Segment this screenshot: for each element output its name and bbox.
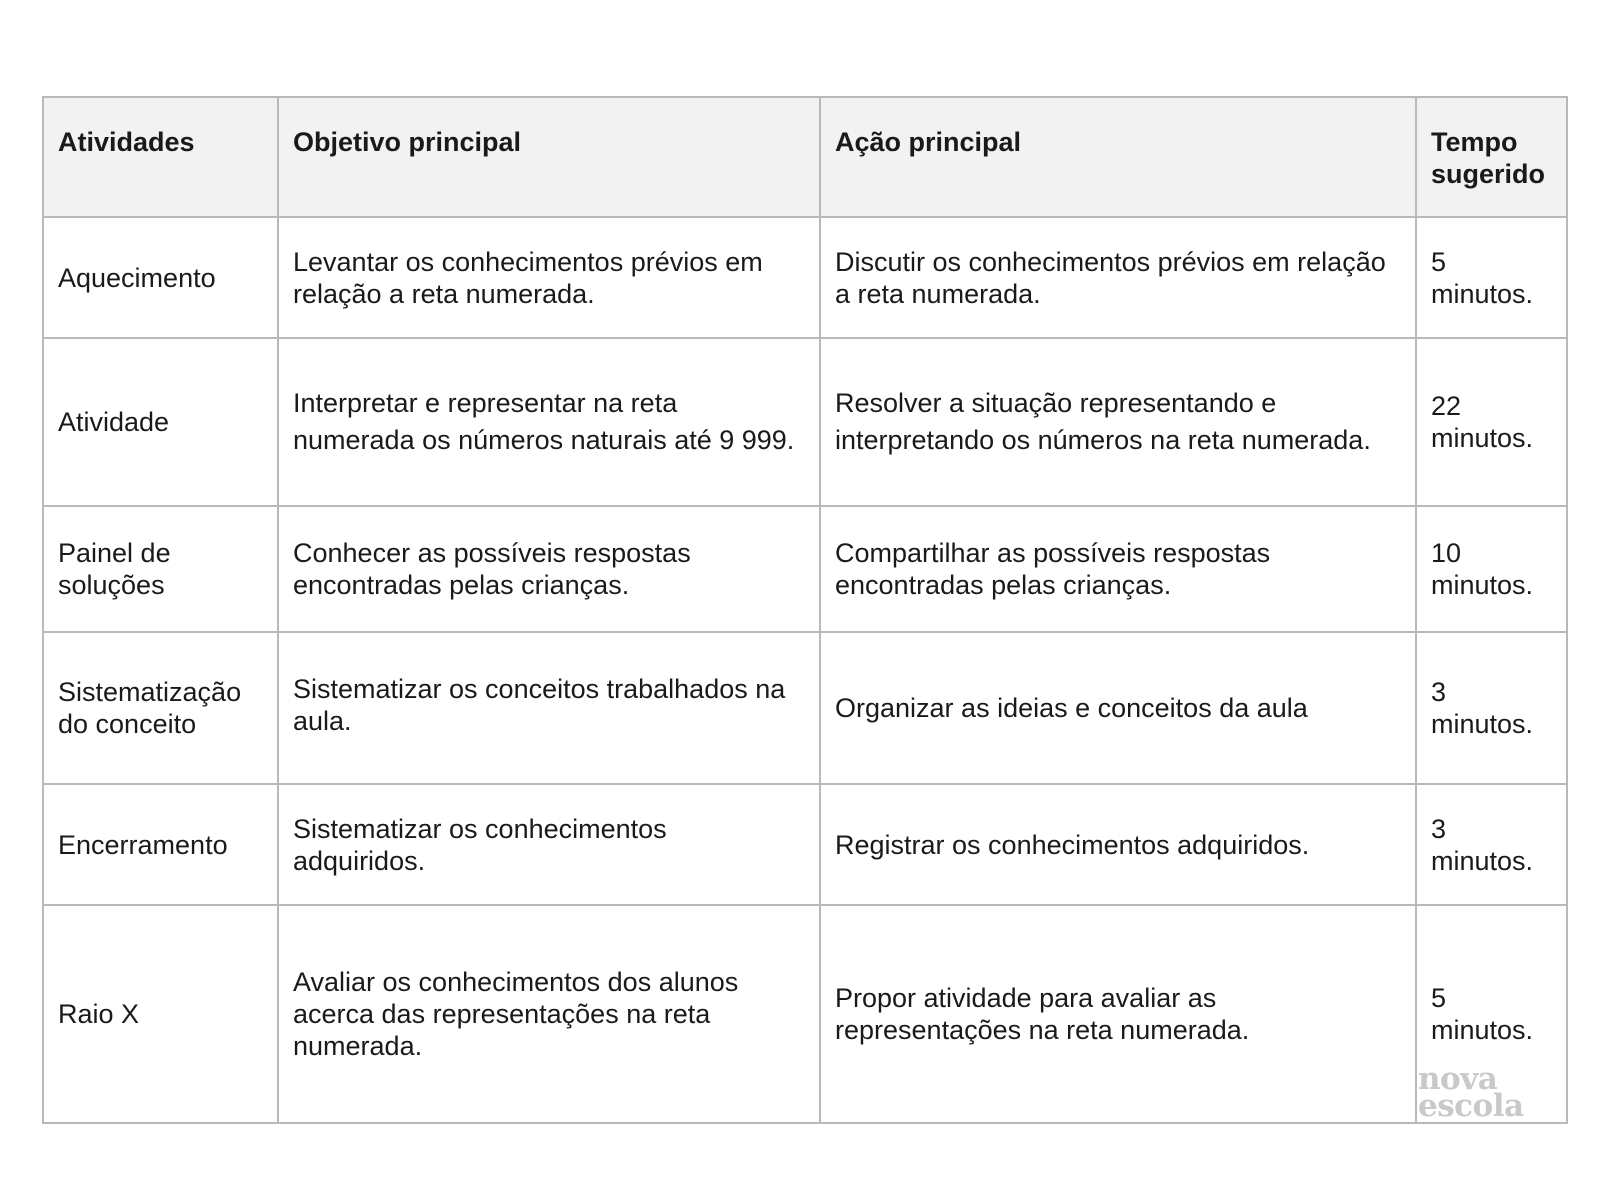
cell-atividade: Raio X	[43, 905, 278, 1123]
cell-atividade: Sistematização do conceito	[43, 632, 278, 784]
cell-acao: Organizar as ideias e conceitos da aula	[820, 632, 1416, 784]
cell-acao: Propor atividade para avaliar as representações na reta numerada.	[820, 905, 1416, 1123]
table-row	[43, 338, 1567, 506]
lesson-plan-table-container	[42, 96, 1566, 1124]
cell-objetivo: Avaliar os conhecimentos dos alunos acerca das representações na reta numerada.	[278, 905, 820, 1123]
logo-line-escola: escola	[1418, 1088, 1524, 1124]
cell-tempo: 10 minutos.	[1416, 506, 1567, 632]
table-header-row	[43, 97, 1567, 217]
cell-objetivo: Sistematizar os conceitos trabalhados na aula.	[278, 632, 820, 784]
logo-line-nova: nova	[1418, 1061, 1498, 1097]
table-row	[43, 217, 1567, 338]
cell-tempo: 5 minutos.	[1416, 905, 1567, 1123]
lesson-plan-table	[42, 96, 1568, 1124]
header-tempo-sugerido: Tempo sugerido	[1416, 97, 1567, 217]
cell-acao: Resolver a situação representando e interpretando os números na reta numerada.	[820, 338, 1416, 506]
cell-atividade: Aquecimento	[43, 217, 278, 338]
table-row	[43, 506, 1567, 632]
cell-acao: Discutir os conhecimentos prévios em relação a reta numerada.	[820, 217, 1416, 338]
cell-atividade: Encerramento	[43, 784, 278, 905]
table-row	[43, 632, 1567, 784]
table-row	[43, 905, 1567, 1123]
cell-atividade: Painel de soluções	[43, 506, 278, 632]
cell-acao: Registrar os conhecimentos adquiridos.	[820, 784, 1416, 905]
nova-escola-logo	[1418, 1061, 1538, 1124]
cell-objetivo: Levantar os conhecimentos prévios em relação a reta numerada.	[278, 217, 820, 338]
cell-atividade: Atividade	[43, 338, 278, 506]
table-row	[43, 784, 1567, 905]
cell-acao: Compartilhar as possíveis respostas encontradas pelas crianças.	[820, 506, 1416, 632]
cell-objetivo: Sistematizar os conhecimentos adquiridos.	[278, 784, 820, 905]
cell-tempo: 3 minutos.	[1416, 784, 1567, 905]
cell-objetivo: Interpretar e representar na reta numerada os números naturais até 9 999.	[278, 338, 820, 506]
header-acao-principal: Ação principal	[820, 97, 1416, 217]
header-objetivo-principal: Objetivo principal	[278, 97, 820, 217]
cell-objetivo: Conhecer as possíveis respostas encontradas pelas crianças.	[278, 506, 820, 632]
header-atividades: Atividades	[43, 97, 278, 217]
cell-tempo: 22 minutos.	[1416, 338, 1567, 506]
cell-tempo: 5 minutos.	[1416, 217, 1567, 338]
cell-tempo: 3 minutos.	[1416, 632, 1567, 784]
